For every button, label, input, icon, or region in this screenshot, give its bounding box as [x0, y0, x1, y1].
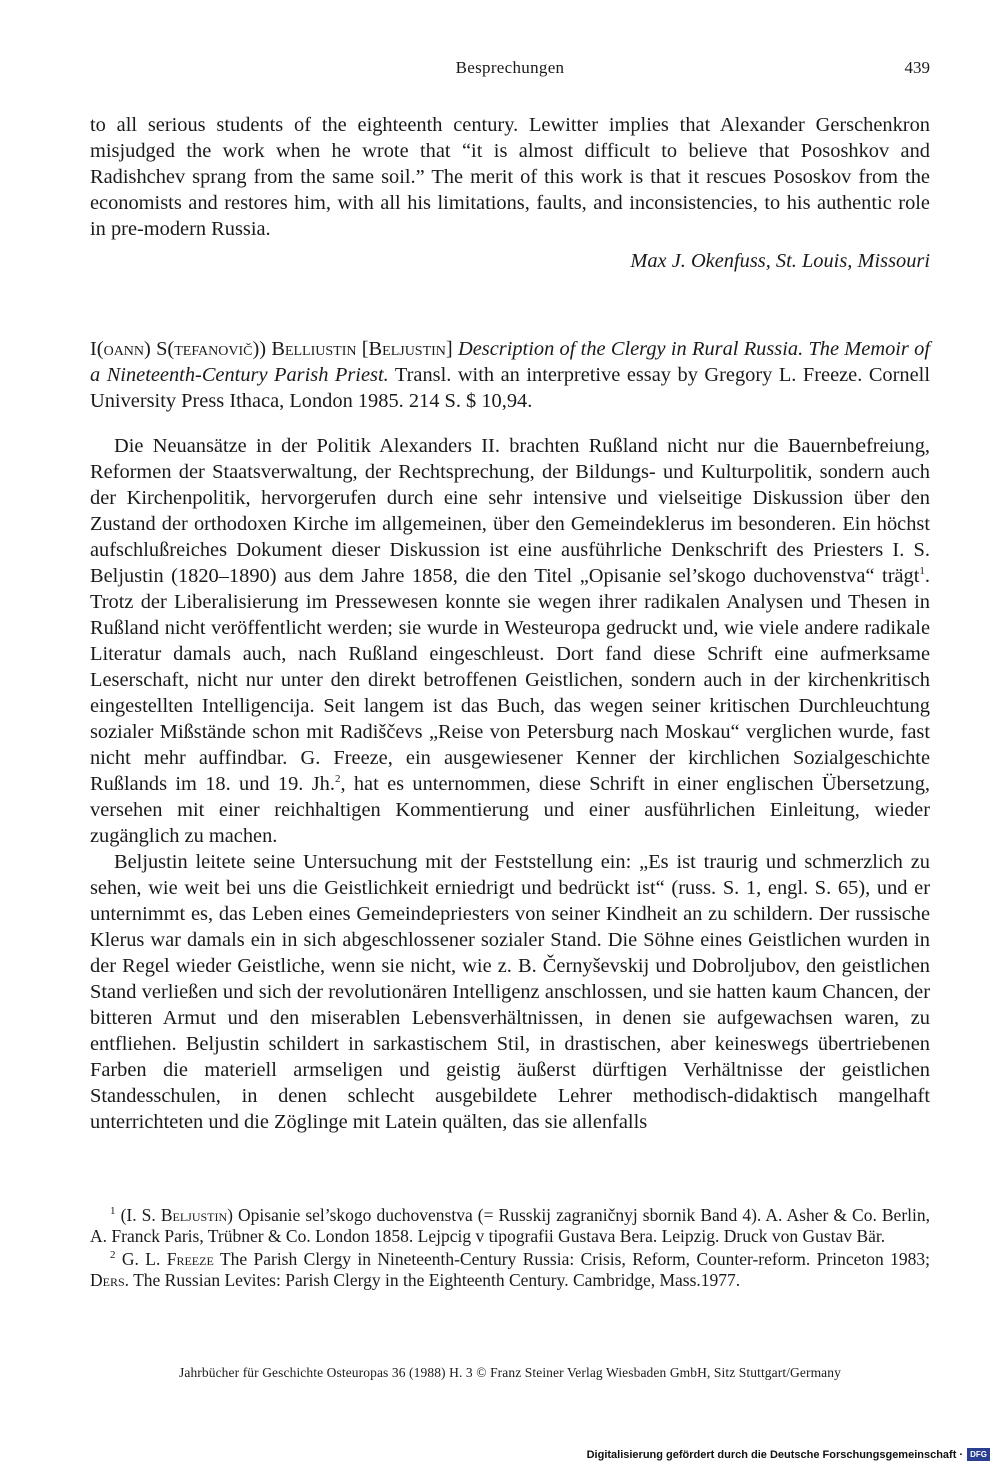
review-body: [90, 433, 930, 1135]
footnote-ref-2: 2: [334, 773, 341, 786]
paragraph-1-part-a: Die Neuansätze in der Politik Alexanders II. brachten Rußland nicht nur die Bauernbefreiung, Reformen der Staatsverwaltung, der Rechtsprechung, der Bildungs- und Kulturpolitik, sondern auch der Kirchenpolitik, hervorgerufen durch eine sehr intensive und vielseitige Diskussion über den Zustand der orthodoxen Kirche im allgemeinen, über den Gemeindeklerus im besonderen. Ein höchst aufschlußreiches Dokument dieser Diskussion ist eine ausführliche Denkschrift des Priesters I. S. Beljustin (1820–1890) aus dem Jahre 1858, die den Titel „Opisanie sel’skogo duchovenstva“ trägt: [90, 435, 930, 587]
footnote-2-text-2: The Russian Levites: Parish Clergy in the Eighteenth Century. Cambridge, Mass.1977.: [133, 1270, 741, 1290]
footnote-2: [90, 1249, 930, 1291]
journal-imprint: Jahrbücher für Geschichte Osteuropas 36 (1988) H. 3 © Franz Steiner Verlag Wiesbaden GmbH, Sitz Stuttgart/Germany: [179, 1365, 841, 1380]
paragraph-1-part-c: , hat es unternommen, diese Schrift in einer englischen Übersetzung, versehen mit einer reichhaltigen Kommentierung und einer ausführlichen Einleitung, wieder zugänglich zu machen.: [90, 773, 930, 847]
footnote-2-text: The Parish Clergy in Nineteenth-Century Russia: Crisis, Reform, Counter-reform. Princeton 1983;: [219, 1249, 931, 1269]
dfg-notice: [587, 1448, 990, 1461]
footnote-1-text: Opisanie sel’skogo duchovenstva (= Russkij zagraničnyj sbornik Band 4). A. Asher & Co. Berlin, A. Franck Paris, Trübner & Co. London 1858. Lejpcig v tipografii Gustava Bera. Leipzig. Druck von Gustav Bär.: [90, 1205, 930, 1246]
review-book-author: I(oann) S(tefanovič)) Belliustin [Beljustin]: [90, 338, 453, 360]
review-paragraph-1: [90, 433, 930, 849]
running-head: [90, 58, 930, 82]
previous-review-text: to all serious students of the eighteenth century. Lewitter implies that Alexander Gerschenkron misjudged the work when he wrote that “it is almost difficult to believe that Pososhkov and Radishchev sprang from the same soil.” The merit of this work is that it rescues Pososkov from the economists and restores him, with all his limitations, faults, and inconsistencies, to his authentic role in pre-modern Russia.: [90, 114, 930, 240]
page-number: 439: [904, 58, 930, 77]
footnote-2-number: 2: [110, 1249, 116, 1262]
footnote-1: [90, 1205, 930, 1247]
footnote-1-author: (I. S. Beljustin): [120, 1205, 233, 1225]
footnote-2-author-2: Ders.: [90, 1270, 130, 1290]
review-paragraph-2: Beljustin leitete seine Untersuchung mit der Feststellung ein: „Es ist traurig und schmerzlich zu sehen, wie weit bei uns die Geistlichkeit erniedrigt und bedrückt ist“ (russ. S. 1, engl. S. 65), und er unternimmt es, das Leben eines Gemeindepriesters von seiner Kindheit an zu schildern. Der russische Klerus war damals ein in sich abgeschlossener sozialer Stand. Die Söhne eines Geistlichen wurden in der Regel wieder Geistliche, wenn sie nicht, wie z. B. Černyševskij und Dobroljubov, den geistlichen Stand verließen und sich der revolutionären Intelligenz anschlossen, und sie hatten kaum Chancen, der bitteren Armut und den miserablen Lebensverhältnissen, in denen sie aufgewachsen waren, zu entfliehen. Beljustin schildert in sarkastischem Stil, in drastischen, aber keineswegs übertriebenen Farben die materiell armseligen und geistig äußerst dürftigen Verhältnisse der geistlichen Standesschulen, in denen schlecht ausgebildete Lehrer methodisch-didaktisch mangelhaft unterrichteten und die Zöglinge mit Latein quälten, das sie allenfalls: [90, 851, 930, 1133]
reviewer-signature: Max J. Okenfuss, St. Louis, Missouri: [630, 250, 930, 272]
footnotes: [90, 1205, 930, 1293]
footnote-1-number: 1: [110, 1205, 116, 1218]
review-heading: [90, 336, 930, 414]
footnote-ref-1: 1: [919, 565, 925, 578]
footnote-2-author: G. L. Freeze: [121, 1249, 214, 1269]
paragraph-1-part-b: . Trotz der Liberalisierung im Pressewesen konnte sie wegen ihrer radikalen Analysen und Thesen in Rußland nicht veröffentlicht werden; sie wurde in Westeuropa gedruckt und, wie viele andere radikale Literatur damals auch, nach Rußland eingeschleust. Dort fand diese Schrift eine aufmerksame Leserschaft, nicht nur unter den direkt betroffenen Geistlichen, sondern auch in der kirchenkritisch eingestellten Intelligencija. Seit langem ist das Buch, das wegen seiner kritischen Durchleuchtung sozialer Mißstände schon mit Radiščevs „Reise von Petersburg nach Moskau“ verglichen wurde, fast nicht mehr auffindbar. G. Freeze, ein ausgewiesener Kenner der kirchlichen Sozialgeschichte Rußlands im 18. und 19. Jh.: [90, 565, 930, 795]
review-book-title: Description of the Clergy in Rural Russia. The Memoir of a Nineteenth-Century Parish Priest.: [90, 338, 930, 386]
dfg-notice-text: Digitalisierung gefördert durch die Deutsche Forschungsgemeinschaft ·: [586, 1448, 964, 1461]
previous-review-ending: [90, 112, 930, 274]
dfg-logo-icon: DFG: [967, 1448, 990, 1461]
review-book-details: Transl. with an interpretive essay by Gregory L. Freeze. Cornell University Press Ithaca, London 1985. 214 S. $ 10,94.: [90, 364, 930, 412]
running-head-title: Besprechungen: [455, 58, 565, 77]
